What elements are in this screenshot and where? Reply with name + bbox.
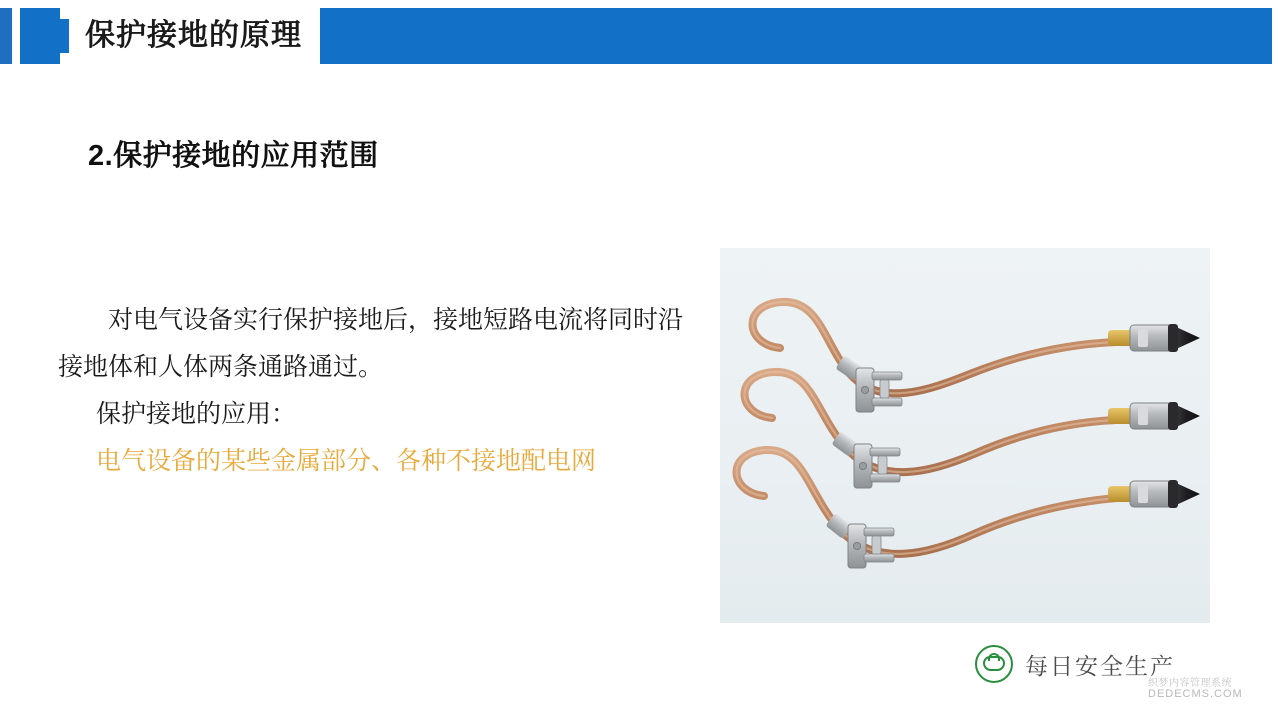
grounding-clamp-illustration	[720, 248, 1210, 623]
body-text-block	[58, 296, 698, 484]
wechat-icon	[975, 645, 1013, 683]
paragraph-two: 保护接地的应用：	[96, 399, 297, 428]
site-watermark-cn: 织梦内容管理系统	[1148, 678, 1232, 689]
header-left-accent	[0, 8, 12, 64]
highlight-text: 电气设备的某些金属部分、各种不接地配电网	[96, 446, 597, 475]
grounding-clamp-photo	[720, 248, 1210, 623]
site-watermark-en: DEDECMS.COM	[1148, 688, 1243, 700]
slide-header	[0, 0, 1280, 68]
paragraph-one: 对电气设备实行保护接地后，接地短路电流将同时沿接地体和人体两条通路通过。	[58, 305, 684, 381]
footer-watermark	[975, 645, 1175, 683]
header-tick-marker	[60, 19, 69, 53]
page-title: 保护接地的原理	[85, 19, 302, 52]
section-subtitle: 2.保护接地的应用范围	[88, 140, 379, 172]
watermark-label: 每日安全生产	[1025, 653, 1175, 680]
header-title-container	[60, 8, 320, 64]
